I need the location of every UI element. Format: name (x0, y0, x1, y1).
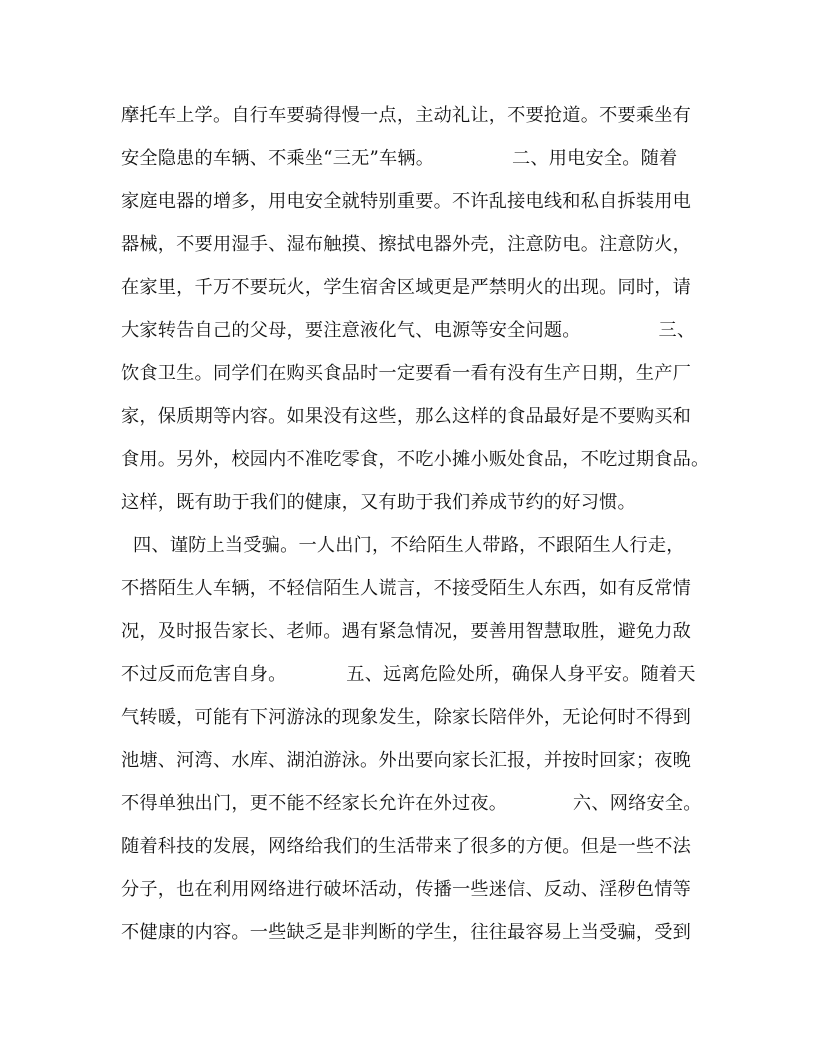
text-line: 摩托车上学。自行车要骑得慢一点，主动礼让，不要抢道。不要乘坐有 (121, 105, 692, 126)
text-line: 在家里，千万不要玩火，学生宿舍区域更是严禁明火的出现。同时，请 (121, 277, 692, 298)
text-line: 这样，既有助于我们的健康，又有助于我们养成节约的好习惯。 (121, 492, 636, 513)
text-line: 不过反而危害自身。 五、远离危险处所，确保人身平安。随着天 (121, 664, 696, 685)
text-line: 家庭电器的增多，用电安全就特别重要。不许乱接电线和私自拆装用电 (121, 191, 692, 212)
text-line: 随着科技的发展，网络给我们的生活带来了很多的方便。但是一些不法 (121, 836, 692, 857)
text-line: 不得单独出门，更不能不经家长允许在外过夜。 六、网络安全。 (121, 793, 702, 814)
text-line: 不搭陌生人车辆，不轻信陌生人谎言，不接受陌生人东西，如有反常情 (121, 578, 692, 599)
text-line: 安全隐患的车辆、不乘坐“三无”车辆。 二、用电安全。随着 (121, 148, 678, 169)
text-line: 池塘、河湾、水库、湖泊游泳。外出要向家长汇报，并按时回家；夜晚 (121, 750, 692, 771)
text-line: 大家转告自己的父母，要注意液化气、电源等安全问题。 三、 (121, 320, 696, 341)
text-line: 况，及时报告家长、老师。遇有紧急情况，要善用智慧取胜，避免力敌 (121, 621, 692, 642)
text-line: 饮食卫生。同学们在购买食品时一定要看一看有没有生产日期，生产厂 (121, 363, 692, 384)
text-line: 家，保质期等内容。如果没有这些，那么这样的食品最好是不要购买和 (121, 406, 692, 427)
text-line: 不健康的内容。一些缺乏是非判断的学生，往往最容易上当受骗，受到 (121, 922, 692, 943)
text-line: 食用。另外，校园内不准吃零食，不吃小摊小贩处食品，不吃过期食品。 (121, 449, 710, 470)
text-line: 四、谨防上当受骗。一人出门，不给陌生人带路，不跟陌生人行走， (121, 535, 685, 556)
text-line: 气转暖，可能有下河游泳的现象发生，除家长陪伴外，无论何时不得到 (121, 707, 692, 728)
text-line: 器械，不要用湿手、湿布触摸、擦拭电器外壳，注意防电。注意防火， (121, 234, 692, 255)
text-line: 分子，也在利用网络进行破坏活动，传播一些迷信、反动、淫秽色情等 (121, 879, 692, 900)
